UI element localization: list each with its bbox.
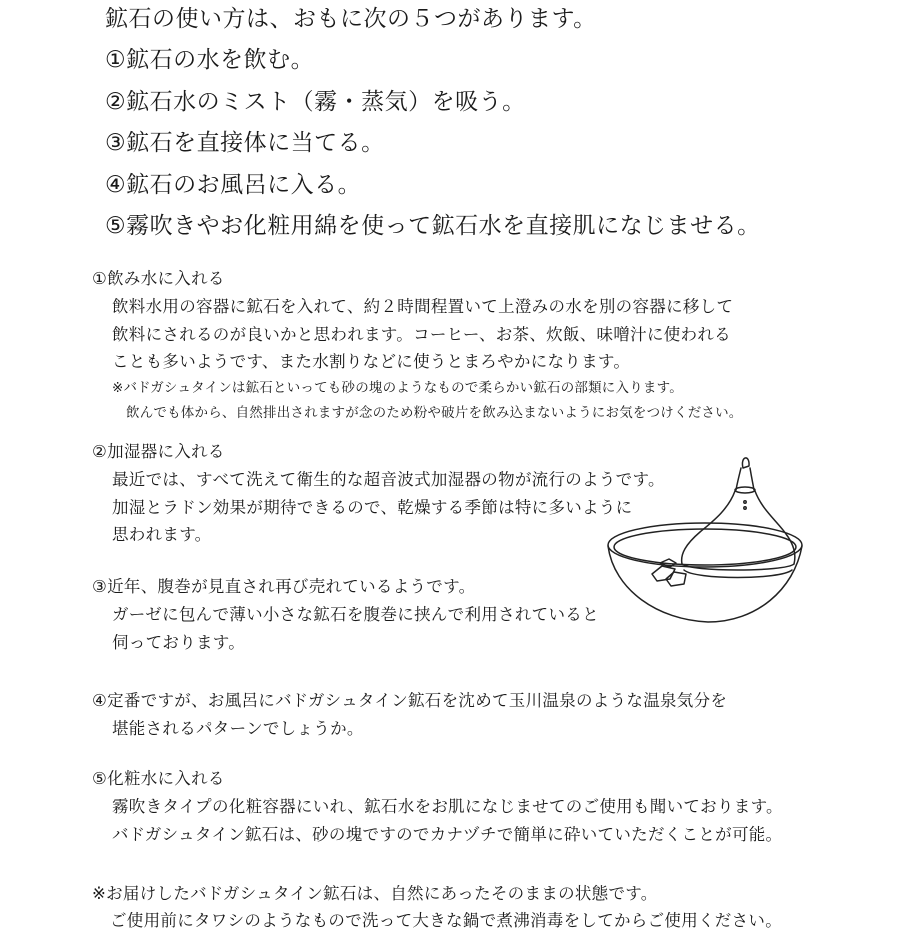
usage-item-1: ①鉱石の水を飲む。 bbox=[105, 47, 315, 73]
section-title: ①飲み水に入れる bbox=[92, 269, 225, 288]
footer-notes bbox=[92, 880, 782, 934]
section-line: 加湿とラドン効果が期待できるので、乾燥する季節は特に多いように bbox=[112, 497, 633, 517]
section-note: 飲んでも体から、自然排出されますが念のため粉や破片を飲み込まないようにお気をつけください。 bbox=[126, 404, 743, 421]
section-title: ③近年、腹巻が見直され再び売れているようです。 bbox=[92, 577, 476, 596]
intro-heading: 鉱石の使い方は、おもに次の５つがあります。 bbox=[105, 6, 597, 32]
section-body bbox=[92, 793, 783, 848]
section-line: 堪能されるパターンでしょうか。 bbox=[112, 719, 364, 738]
section-line: 伺っております。 bbox=[112, 632, 246, 652]
section-line: ことも多いようです、また水割りなどに使うとまろやかになります。 bbox=[112, 352, 631, 371]
section-line: ガーゼに包んで薄い小さな鉱石を腹巻に挟んで利用されていると bbox=[112, 605, 599, 624]
humidifier-in-bowl-with-stones-icon bbox=[600, 450, 810, 640]
usage-item-4: ④鉱石のお風呂に入る。 bbox=[105, 171, 362, 198]
section-line: 飲料水用の容器に鉱石を入れて、約２時間程置いて上澄みの水を別の容器に移して bbox=[112, 297, 734, 316]
section-line: バドガシュタイン鉱石は、砂の塊ですのでカナヅチで簡単に砕いていただくことが可能。 bbox=[112, 824, 783, 844]
section-title: ②加湿器に入れる bbox=[92, 442, 225, 461]
usage-item-3: ③鉱石を直接体に当てる。 bbox=[105, 130, 385, 156]
usage-item-5: ⑤霧吹きやお化粧用綿を使って鉱石水を直接肌になじませる。 bbox=[105, 213, 761, 239]
section-line: 飲料にされるのが良いかと思われます。コーヒー、お茶、炊飯、味噌汁に使われる bbox=[112, 324, 731, 344]
footer-line: ※お届けしたバドガシュタイン鉱石は、自然にあったそのままの状態です。 bbox=[92, 884, 658, 903]
section-body bbox=[92, 466, 665, 549]
section-body bbox=[92, 601, 599, 656]
section-humidifier bbox=[92, 441, 665, 549]
section-line: 最近では、すべて洗えて衛生的な超音波式加湿器の物が流行のようです。 bbox=[112, 470, 665, 489]
section-line: 思われます。 bbox=[112, 525, 212, 544]
section-body bbox=[92, 715, 727, 743]
section-bath bbox=[92, 690, 727, 743]
section-line: 霧吹きタイプの化粧容器にいれ、鉱石水をお肌になじませてのご使用も聞いております。 bbox=[112, 797, 783, 816]
usage-list bbox=[105, 47, 761, 255]
section-belly-band bbox=[92, 576, 599, 656]
section-drinking-water bbox=[92, 268, 743, 426]
section-title: ⑤化粧水に入れる bbox=[92, 769, 225, 788]
section-lotion bbox=[92, 768, 783, 848]
section-note: ※バドガシュタインは鉱石といっても砂の塊のようなもので柔らかい鉱石の部類に入ります。 bbox=[112, 379, 683, 396]
section-title: ④定番ですが、お風呂にバドガシュタイン鉱石を沈めて玉川温泉のような温泉気分を bbox=[92, 691, 728, 710]
section-body bbox=[92, 293, 743, 426]
footer-line: ご使用前にタワシのようなもので洗って大きな鍋で煮沸消毒をしてからご使用ください。 bbox=[110, 911, 782, 930]
usage-item-2: ②鉱石水のミスト（霧・蒸気）を吸う。 bbox=[105, 88, 526, 115]
